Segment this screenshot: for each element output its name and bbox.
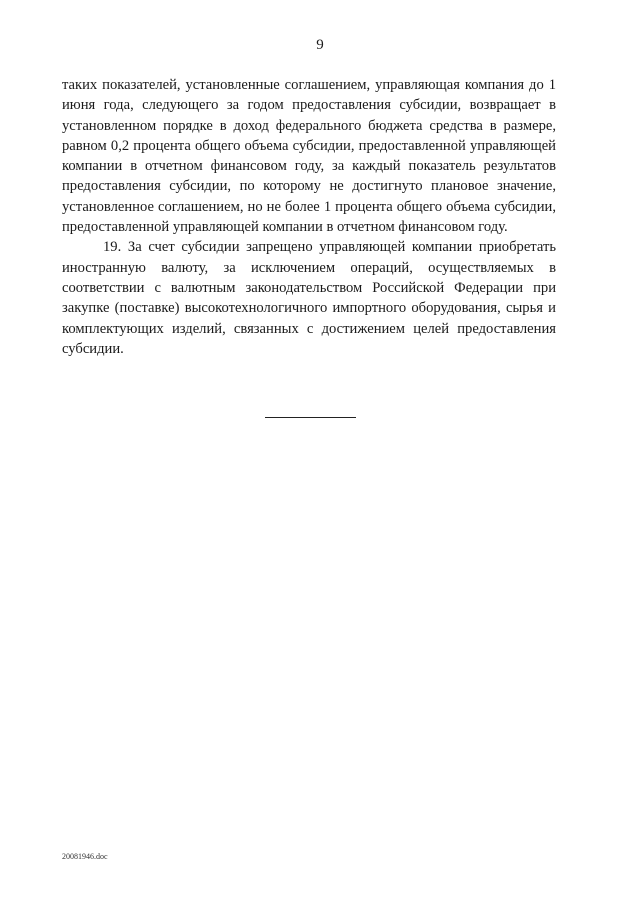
footer-filename: 20081946.doc [62,852,108,861]
page-number: 9 [316,37,324,53]
end-separator-line [265,417,356,418]
paragraph-item-19: 19. За счет субсидии запрещено управляющей компании приобретать иностранную валюту, за исключением операций, осуществляемых в соответствии с валютным законодательством Российской Федерации при закупке (поставке) высокотехнологичного импортного оборудования, сырья и комплектующих изделий, связанных с достижением целей предоставления субсидии. [62,239,556,357]
document-body [62,75,556,359]
paragraph-continuation: таких показателей, установленные соглашением, управляющая компания до 1 июня года, следующего за годом предоставления субсидии, возвращает в установленном порядке в доход федерального бюджета средства в размере, равном 0,2 процента общего объема субсидии, предоставленной управляющей компании в отчетном финансовом году, за каждый показатель результатов предоставления субсидии, по которому не достигнуто плановое значение, установленное соглашением, но не более 1 процента общего объема субсидии, предоставленной управляющей компании в отчетном финансовом году. [62,77,556,236]
